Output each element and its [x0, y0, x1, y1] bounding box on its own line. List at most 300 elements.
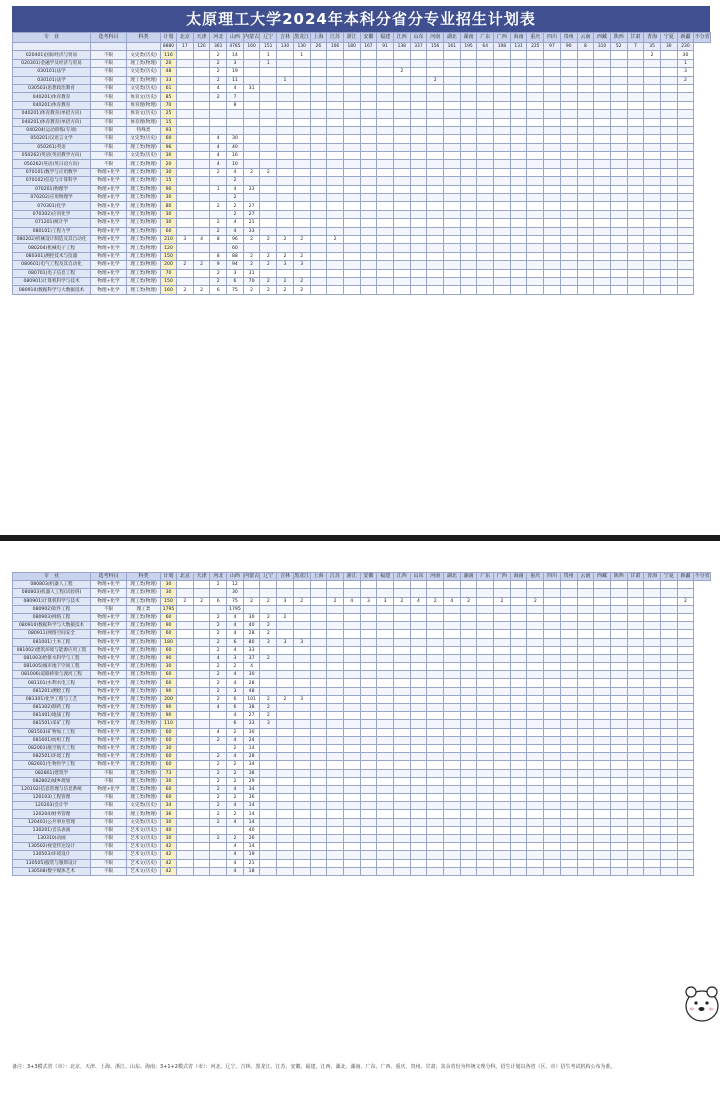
- province-cell: [444, 843, 461, 851]
- province-cell: [644, 219, 661, 227]
- province-cell: [210, 851, 227, 859]
- province-cell: [360, 646, 377, 654]
- province-cell: 2: [260, 261, 277, 269]
- province-cell: [260, 605, 277, 613]
- province-cell: [260, 671, 277, 679]
- province-cell: [577, 235, 594, 243]
- province-cell: [494, 736, 511, 744]
- province-cell: [544, 177, 561, 185]
- province-cell: [677, 84, 694, 92]
- province-cell: [627, 646, 644, 654]
- province-cell: [377, 679, 394, 687]
- province-cell: [494, 605, 511, 613]
- province-cell: [644, 118, 661, 126]
- province-cell: [177, 581, 194, 589]
- province-cell: [560, 736, 577, 744]
- province-cell: [627, 728, 644, 736]
- province-cell: [377, 843, 394, 851]
- province-cell: [544, 160, 561, 168]
- province-cell: [444, 744, 461, 752]
- total-cell: 150: [161, 597, 177, 605]
- totals-cell: 52: [610, 43, 627, 51]
- province-cell: [610, 867, 627, 875]
- province-cell: [627, 210, 644, 218]
- province-cell: [610, 794, 627, 802]
- province-cell: [327, 802, 344, 810]
- province-cell: [310, 244, 327, 252]
- province-cell: [360, 704, 377, 712]
- province-cell: [193, 810, 210, 818]
- province-cell: [594, 646, 611, 654]
- province-cell: [460, 286, 477, 294]
- province-cell: [477, 704, 494, 712]
- province-cell: [627, 679, 644, 687]
- header-province: 不分省: [694, 33, 711, 43]
- province-cell: [410, 210, 427, 218]
- province-cell: [610, 654, 627, 662]
- province-cell: [393, 244, 410, 252]
- type-cell: 理工类(物理): [127, 59, 161, 67]
- province-cell: [444, 160, 461, 168]
- province-cell: 31: [243, 84, 260, 92]
- province-cell: 3: [293, 695, 310, 703]
- province-cell: [193, 244, 210, 252]
- table-row: [13, 244, 711, 252]
- province-cell: [310, 679, 327, 687]
- province-cell: [277, 110, 294, 118]
- province-cell: [544, 252, 561, 260]
- province-cell: [594, 794, 611, 802]
- province-cell: [627, 185, 644, 193]
- province-cell: [560, 76, 577, 84]
- province-cell: [494, 785, 511, 793]
- province-cell: [177, 826, 194, 834]
- province-cell: [343, 219, 360, 227]
- major-name-cell: 081006)道路桥梁与渡河工程: [13, 671, 91, 679]
- province-cell: 2: [427, 76, 444, 84]
- type-cell: 文史类(历史): [127, 135, 161, 143]
- subject-cell: 物理+化学: [91, 663, 127, 671]
- province-cell: [310, 177, 327, 185]
- province-cell: [260, 777, 277, 785]
- province-cell: [327, 177, 344, 185]
- province-cell: [527, 744, 544, 752]
- province-cell: [494, 101, 511, 109]
- province-cell: [343, 135, 360, 143]
- province-cell: [277, 219, 294, 227]
- province-cell: [310, 794, 327, 802]
- province-cell: [627, 143, 644, 151]
- province-cell: [560, 589, 577, 597]
- major-name-cell: 040201)体育教育: [13, 93, 91, 101]
- province-cell: [460, 277, 477, 285]
- province-cell: [510, 605, 527, 613]
- province-cell: [477, 135, 494, 143]
- province-cell: [610, 202, 627, 210]
- province-cell: [293, 810, 310, 818]
- major-name-cell: 080803)机器人工程(试验班): [13, 589, 91, 597]
- province-cell: [594, 859, 611, 867]
- header-subject: 选考科目: [91, 573, 127, 581]
- province-cell: [527, 581, 544, 589]
- province-cell: [610, 646, 627, 654]
- province-cell: [277, 728, 294, 736]
- province-cell: [360, 753, 377, 761]
- province-cell: [377, 235, 394, 243]
- province-cell: [427, 227, 444, 235]
- province-cell: [460, 744, 477, 752]
- province-cell: [527, 277, 544, 285]
- subject-cell: 物理+化学: [91, 704, 127, 712]
- total-cell: 160: [161, 286, 177, 294]
- province-cell: [327, 736, 344, 744]
- province-cell: [477, 646, 494, 654]
- header-province: 广西: [494, 33, 511, 43]
- province-cell: [594, 605, 611, 613]
- province-cell: [410, 581, 427, 589]
- province-cell: [577, 687, 594, 695]
- table-row: [13, 177, 711, 185]
- header-province: 青海: [644, 573, 661, 581]
- province-cell: [444, 622, 461, 630]
- province-cell: [343, 695, 360, 703]
- province-cell: [360, 202, 377, 210]
- province-cell: [277, 68, 294, 76]
- province-cell: [510, 851, 527, 859]
- province-cell: [327, 143, 344, 151]
- province-cell: [527, 654, 544, 662]
- province-cell: [327, 777, 344, 785]
- province-cell: [627, 286, 644, 294]
- province-cell: [677, 663, 694, 671]
- subject-cell: 物理+化学: [91, 712, 127, 720]
- province-cell: [677, 687, 694, 695]
- major-name-cell: 130201)音乐表演: [13, 826, 91, 834]
- province-cell: [510, 630, 527, 638]
- province-cell: [644, 68, 661, 76]
- province-cell: [610, 761, 627, 769]
- province-cell: [377, 244, 394, 252]
- table-row: [13, 802, 711, 810]
- type-cell: 理工类(物理): [127, 185, 161, 193]
- province-cell: [260, 160, 277, 168]
- province-cell: [260, 219, 277, 227]
- subject-cell: 物理+化学: [91, 235, 127, 243]
- header-province: 江苏: [327, 33, 344, 43]
- province-cell: [544, 630, 561, 638]
- province-cell: [610, 235, 627, 243]
- province-cell: [610, 704, 627, 712]
- province-cell: [293, 605, 310, 613]
- province-cell: [594, 761, 611, 769]
- province-cell: [393, 622, 410, 630]
- total-cell: 30: [161, 194, 177, 202]
- province-cell: [577, 210, 594, 218]
- province-cell: [427, 194, 444, 202]
- province-cell: [410, 859, 427, 867]
- province-cell: [477, 235, 494, 243]
- major-name-cell: 081401)地质工程: [13, 712, 91, 720]
- header-province: 河南: [427, 33, 444, 43]
- province-cell: [293, 168, 310, 176]
- province-cell: [594, 244, 611, 252]
- province-cell: [510, 728, 527, 736]
- province-cell: [560, 605, 577, 613]
- province-cell: [460, 753, 477, 761]
- province-cell: 28: [243, 753, 260, 761]
- type-cell: 文史类(历史): [127, 818, 161, 826]
- province-cell: [327, 622, 344, 630]
- province-cell: [544, 126, 561, 134]
- province-cell: [377, 818, 394, 826]
- province-cell: [260, 227, 277, 235]
- province-cell: [343, 269, 360, 277]
- province-cell: [377, 93, 394, 101]
- province-cell: [660, 851, 677, 859]
- province-cell: [527, 769, 544, 777]
- province-cell: [427, 695, 444, 703]
- province-cell: [393, 802, 410, 810]
- header-province: 湖北: [444, 573, 461, 581]
- province-cell: [327, 744, 344, 752]
- province-cell: [510, 68, 527, 76]
- province-cell: [193, 785, 210, 793]
- province-cell: [560, 101, 577, 109]
- province-cell: [627, 671, 644, 679]
- province-cell: [544, 202, 561, 210]
- province-cell: [494, 826, 511, 834]
- province-cell: [310, 76, 327, 84]
- province-cell: [627, 152, 644, 160]
- province-cell: [310, 68, 327, 76]
- province-cell: [644, 110, 661, 118]
- province-cell: [594, 663, 611, 671]
- province-cell: [427, 843, 444, 851]
- totals-cell: 8880: [161, 43, 177, 51]
- province-cell: 2: [527, 597, 544, 605]
- province-cell: [627, 277, 644, 285]
- subject-cell: 物理+化学: [91, 736, 127, 744]
- province-cell: [560, 818, 577, 826]
- totals-cell: 131: [510, 43, 527, 51]
- total-cell: 116: [161, 51, 177, 59]
- province-cell: [243, 126, 260, 134]
- province-cell: [560, 93, 577, 101]
- province-cell: [610, 769, 627, 777]
- province-cell: 14: [243, 802, 260, 810]
- type-cell: 理工类(物理): [127, 753, 161, 761]
- province-cell: [494, 168, 511, 176]
- province-cell: [527, 753, 544, 761]
- province-cell: [377, 859, 394, 867]
- province-cell: [177, 695, 194, 703]
- province-cell: [677, 646, 694, 654]
- province-cell: [594, 51, 611, 59]
- province-cell: [677, 851, 694, 859]
- province-cell: 2: [243, 261, 260, 269]
- province-cell: 2: [210, 679, 227, 687]
- province-cell: [177, 794, 194, 802]
- province-cell: [544, 581, 561, 589]
- type-cell: 理工类(物理): [127, 695, 161, 703]
- province-cell: [177, 769, 194, 777]
- province-cell: 3: [277, 261, 294, 269]
- total-cell: 90: [161, 712, 177, 720]
- province-cell: [377, 736, 394, 744]
- province-cell: [260, 753, 277, 761]
- province-cell: [444, 93, 461, 101]
- province-cell: [610, 277, 627, 285]
- province-cell: [427, 835, 444, 843]
- province-cell: 2: [227, 794, 244, 802]
- province-cell: [527, 126, 544, 134]
- province-cell: [277, 720, 294, 728]
- type-cell: 理工类(物理): [127, 286, 161, 294]
- province-cell: [327, 194, 344, 202]
- province-cell: [627, 605, 644, 613]
- province-cell: [377, 581, 394, 589]
- province-cell: [177, 152, 194, 160]
- total-cell: 42: [161, 851, 177, 859]
- province-cell: [510, 235, 527, 243]
- plan-table-page-2: [12, 572, 710, 1062]
- table-row: [13, 235, 711, 243]
- province-cell: [477, 244, 494, 252]
- province-cell: [193, 93, 210, 101]
- table-row: [13, 185, 711, 193]
- header-province: 山西: [227, 573, 244, 581]
- province-cell: [644, 589, 661, 597]
- province-cell: [310, 818, 327, 826]
- province-cell: 2: [260, 597, 277, 605]
- province-cell: [460, 720, 477, 728]
- province-cell: 30: [243, 613, 260, 621]
- province-cell: [310, 269, 327, 277]
- province-cell: 14: [243, 843, 260, 851]
- province-cell: [494, 753, 511, 761]
- province-cell: [510, 761, 527, 769]
- province-cell: [660, 177, 677, 185]
- province-cell: [243, 59, 260, 67]
- province-cell: 2: [260, 622, 277, 630]
- province-cell: [360, 110, 377, 118]
- page-title: 太原理工大学2024年本科分省分专业招生计划表: [12, 6, 710, 32]
- province-cell: [677, 152, 694, 160]
- province-cell: [444, 794, 461, 802]
- header-province: 青海: [644, 33, 661, 43]
- province-cell: [627, 235, 644, 243]
- province-cell: [377, 835, 394, 843]
- province-cell: [360, 835, 377, 843]
- province-cell: [477, 160, 494, 168]
- province-cell: [577, 810, 594, 818]
- province-cell: [193, 581, 210, 589]
- province-cell: [544, 168, 561, 176]
- province-cell: [193, 663, 210, 671]
- table-row: [13, 679, 711, 687]
- type-cell: 理工类(物理): [127, 761, 161, 769]
- province-cell: [310, 728, 327, 736]
- province-cell: [177, 720, 194, 728]
- major-name-cell: 050261)英语: [13, 143, 91, 151]
- province-cell: [377, 810, 394, 818]
- province-cell: [327, 219, 344, 227]
- province-cell: [177, 110, 194, 118]
- province-cell: [544, 613, 561, 621]
- province-cell: [327, 59, 344, 67]
- province-cell: [310, 210, 327, 218]
- province-cell: [210, 826, 227, 834]
- table-row: [13, 785, 711, 793]
- header-province: 甘肃: [627, 33, 644, 43]
- province-cell: [410, 654, 427, 662]
- province-cell: [277, 843, 294, 851]
- table-row: [13, 581, 711, 589]
- province-cell: [310, 736, 327, 744]
- province-cell: [410, 679, 427, 687]
- total-cell: 30: [161, 219, 177, 227]
- province-cell: [544, 277, 561, 285]
- province-cell: [193, 851, 210, 859]
- province-cell: 14: [243, 744, 260, 752]
- province-cell: [360, 581, 377, 589]
- province-cell: 6: [210, 597, 227, 605]
- province-cell: [277, 785, 294, 793]
- total-cell: 34: [161, 802, 177, 810]
- province-cell: [393, 736, 410, 744]
- province-cell: [343, 244, 360, 252]
- province-cell: 30: [243, 671, 260, 679]
- header-province: 北京: [177, 573, 194, 581]
- province-cell: [560, 118, 577, 126]
- province-cell: [277, 605, 294, 613]
- province-cell: [343, 581, 360, 589]
- province-cell: [293, 185, 310, 193]
- province-cell: [293, 160, 310, 168]
- province-cell: [343, 168, 360, 176]
- province-cell: [510, 769, 527, 777]
- province-cell: [494, 712, 511, 720]
- province-cell: [527, 720, 544, 728]
- province-cell: [477, 252, 494, 260]
- totals-cell: 130: [293, 43, 310, 51]
- province-cell: [594, 613, 611, 621]
- province-cell: [293, 835, 310, 843]
- header-major: 专 业: [13, 33, 91, 43]
- province-cell: [427, 826, 444, 834]
- province-cell: [427, 160, 444, 168]
- subject-cell: 物理+化学: [91, 227, 127, 235]
- province-cell: [644, 810, 661, 818]
- province-cell: 34: [243, 785, 260, 793]
- province-cell: [510, 269, 527, 277]
- province-cell: [660, 744, 677, 752]
- subject-cell: 不限: [91, 68, 127, 76]
- province-cell: [627, 810, 644, 818]
- province-cell: [544, 744, 561, 752]
- totals-cell: 161: [444, 43, 461, 51]
- province-cell: [310, 613, 327, 621]
- province-cell: [343, 794, 360, 802]
- province-cell: [510, 252, 527, 260]
- table-row: [13, 720, 711, 728]
- total-cell: 30: [161, 210, 177, 218]
- province-cell: [427, 654, 444, 662]
- province-cell: [560, 777, 577, 785]
- province-cell: [460, 76, 477, 84]
- province-cell: [393, 118, 410, 126]
- province-cell: [494, 630, 511, 638]
